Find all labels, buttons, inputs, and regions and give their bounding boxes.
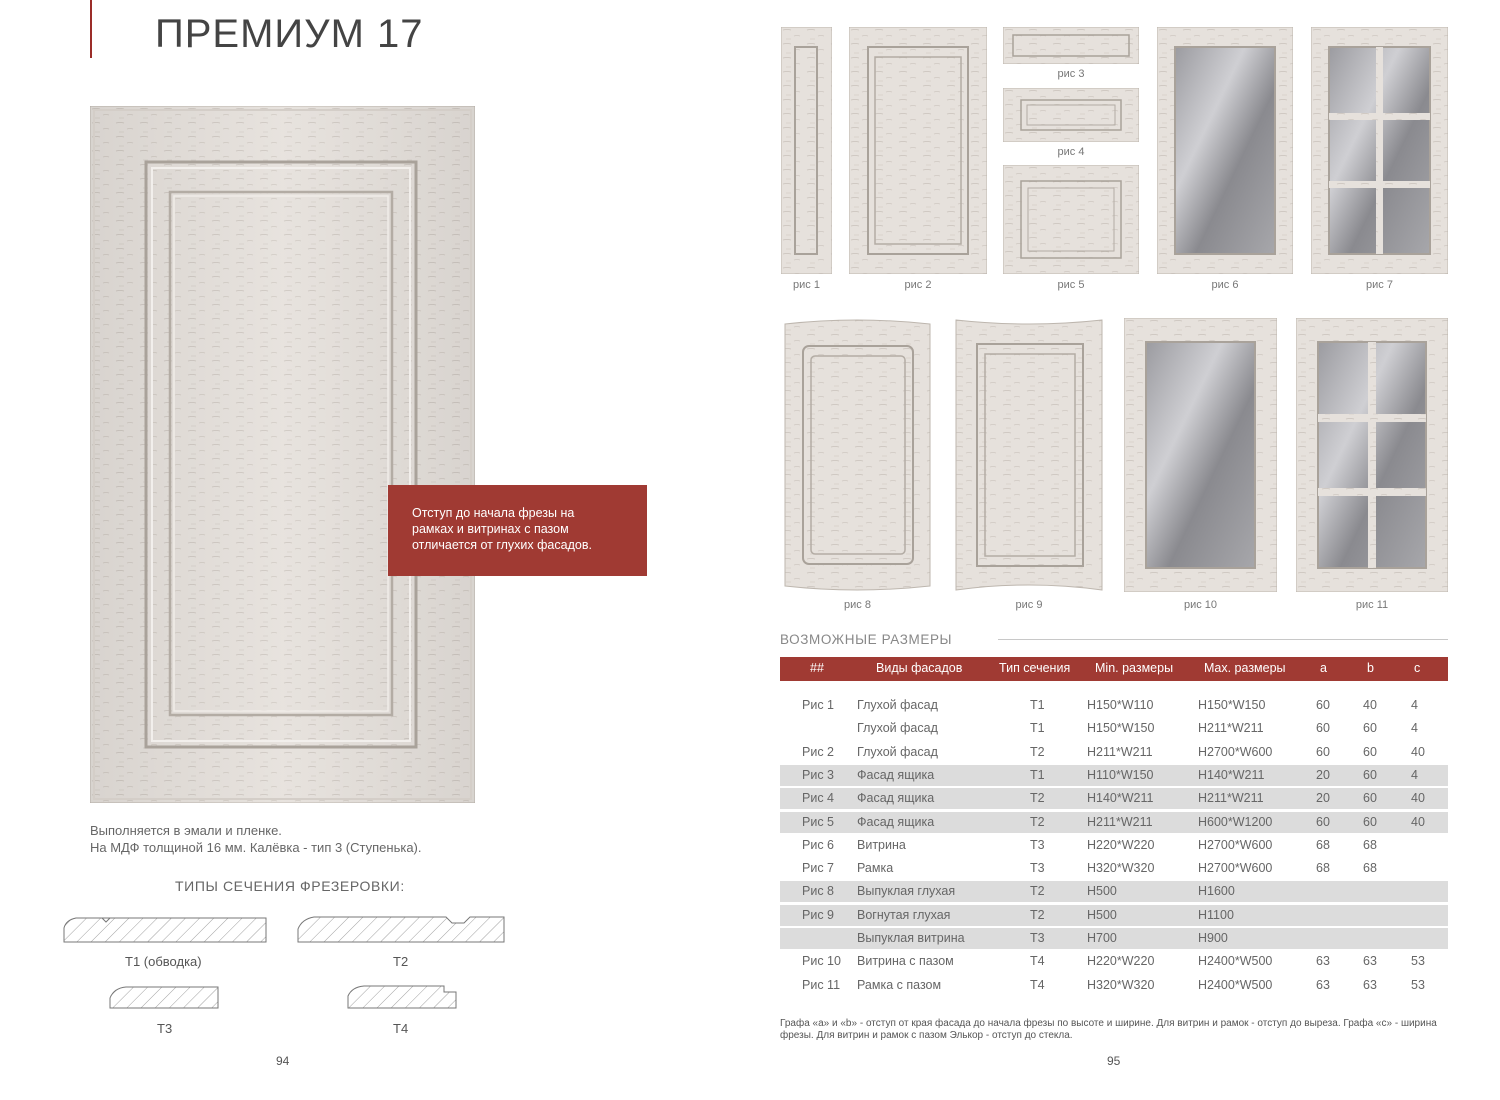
table-cell: Глухой фасад: [857, 744, 938, 759]
page-title: ПРЕМИУМ 17: [155, 12, 424, 56]
table-cell: T2: [1030, 907, 1045, 922]
sizes-title: ВОЗМОЖНЫЕ РАЗМЕРЫ: [780, 632, 953, 647]
table-row: [780, 788, 1448, 809]
figure-6-image: [1157, 27, 1293, 274]
table-cell: Рамка: [857, 861, 894, 876]
figure-8-image: [781, 318, 934, 592]
table-cell: Рис 5: [802, 814, 834, 829]
table-cell: H320*W320: [1087, 977, 1155, 992]
table-cell: T2: [1030, 744, 1045, 759]
table-cell: 20: [1316, 767, 1330, 782]
figure-5-image: [1003, 165, 1139, 274]
figure-caption: рис 4: [1057, 146, 1085, 158]
table-row: [780, 951, 1448, 972]
sizes-table: [780, 657, 1448, 992]
profile-t3-drawing: [108, 984, 220, 1010]
table-cell: Витрина с пазом: [857, 954, 954, 969]
header-cell: c: [1414, 661, 1421, 675]
table-cell: H220*W220: [1087, 954, 1155, 969]
table-cell: T3: [1030, 861, 1045, 876]
table-cell: Глухой фасад: [857, 698, 938, 712]
sizes-divider: [998, 639, 1448, 640]
header-cell: Тип сечения: [999, 661, 1071, 675]
figure-caption: рис 9: [1015, 599, 1043, 611]
table-cell: Выпуклая витрина: [857, 931, 965, 945]
table-cell: Рис 7: [802, 861, 834, 876]
table-cell: Рис 6: [802, 837, 834, 852]
figure-9-image: [953, 318, 1105, 592]
figure-caption: рис 1: [793, 279, 820, 291]
footnote: Графа «a» и «b» - отступ от края фасада до начала фрезы по высоте и ширине. Для витрин и рамок - отступ до выреза. Графа «c» - ширина фрезы. Для витрин и рамок с пазом Элькор - отступ до стекла.: [780, 1018, 1437, 1041]
header-cell: ##: [810, 661, 824, 675]
table-cell: H700: [1087, 931, 1117, 945]
table-cell: Вогнутая глухая: [857, 907, 951, 922]
figure-2-image: [849, 27, 987, 274]
table-cell: H2400*W500: [1198, 977, 1273, 992]
table-cell: 60: [1316, 814, 1330, 829]
table-row: [780, 928, 1448, 949]
table-cell: T1: [1030, 721, 1045, 736]
table-cell: Фасад ящика: [857, 791, 935, 806]
page-number-right: 95: [1107, 1054, 1121, 1068]
figure-caption: рис 2: [904, 279, 932, 291]
profile-t1-drawing: [62, 914, 268, 944]
table-cell: H900: [1198, 931, 1228, 945]
table-cell: T3: [1030, 931, 1045, 945]
table-cell: H220*W220: [1087, 837, 1155, 852]
table-cell: H2700*W600: [1198, 861, 1273, 876]
table-cell: 68: [1316, 861, 1330, 876]
figure-1-image: [781, 27, 832, 274]
callout-line: рамках и витринах с пазом: [412, 522, 569, 536]
table-cell: H140*W211: [1087, 791, 1154, 806]
callout-line: Отступ до начала фрезы на: [412, 506, 575, 520]
table-row: [780, 765, 1448, 786]
table-cell: 4: [1411, 698, 1418, 712]
table-cell: H211*W211: [1087, 814, 1153, 829]
table-cell: T4: [1030, 954, 1045, 969]
table-cell: 53: [1411, 977, 1425, 992]
table-cell: H320*W320: [1087, 861, 1155, 876]
figure-7-image: [1311, 27, 1448, 274]
table-cell: 63: [1363, 954, 1377, 969]
table-row: [780, 905, 1448, 926]
accent-rule: [90, 0, 92, 58]
table-cell: 63: [1316, 954, 1330, 969]
profile-t4-label: T4: [393, 1021, 409, 1036]
table-cell: Рис 11: [802, 977, 841, 992]
table-cell: H211*W211: [1198, 791, 1264, 806]
figure-caption: рис 11: [1355, 599, 1389, 611]
figure-caption: рис 10: [1183, 599, 1218, 611]
table-row: [780, 835, 1448, 856]
figure-10-image: [1124, 318, 1277, 592]
table-row: [780, 975, 1448, 996]
table-cell: T2: [1030, 814, 1045, 829]
callout-line: отличается от глухих фасадов.: [412, 538, 592, 552]
table-cell: Рамка с пазом: [857, 977, 942, 992]
table-cell: H2400*W500: [1198, 954, 1273, 969]
table-cell: Рис 9: [802, 907, 834, 922]
table-cell: 40: [1363, 698, 1377, 712]
profile-t3-label: T3: [157, 1021, 173, 1036]
profile-t1-label: T1 (обводка): [125, 954, 202, 969]
table-cell: 40: [1411, 791, 1425, 806]
table-cell: T1: [1030, 698, 1045, 712]
table-cell: H2700*W600: [1198, 744, 1273, 759]
figure-caption: рис 6: [1211, 279, 1239, 291]
table-cell: 60: [1363, 767, 1377, 782]
figure-caption: рис 8: [844, 599, 871, 611]
table-cell: 68: [1316, 837, 1330, 852]
table-cell: 63: [1316, 977, 1330, 992]
table-cell: 4: [1411, 767, 1418, 782]
table-cell: T2: [1030, 791, 1045, 806]
table-cell: Рис 8: [802, 884, 834, 899]
header-cell: a: [1320, 661, 1327, 675]
table-cell: Рис 3: [802, 767, 834, 782]
table-cell: T3: [1030, 837, 1045, 852]
table-cell: 60: [1363, 721, 1377, 736]
table-cell: 68: [1363, 861, 1377, 876]
profile-t2-label: T2: [393, 954, 409, 969]
table-cell: 60: [1363, 744, 1377, 759]
figure-11-image: [1296, 318, 1448, 592]
table-header: [780, 657, 1448, 681]
table-cell: H150*W150: [1198, 698, 1266, 712]
figure-4-image: [1003, 88, 1139, 142]
table-cell: 60: [1316, 744, 1330, 759]
description-line: Выполняется в эмали и пленке.: [90, 823, 282, 838]
figure-caption: рис 7: [1366, 279, 1393, 291]
profiles-title: ТИПЫ СЕЧЕНИЯ ФРЕЗЕРОВКИ:: [175, 878, 405, 894]
table-cell: 40: [1411, 744, 1425, 759]
table-row: [780, 718, 1448, 739]
table-cell: Рис 4: [802, 791, 834, 806]
description: [90, 822, 490, 856]
table-cell: Фасад ящика: [857, 814, 935, 829]
figure-caption: рис 5: [1057, 279, 1085, 291]
header-cell: Max. размеры: [1204, 661, 1286, 675]
table-cell: 40: [1411, 814, 1425, 829]
page-number-left: 94: [276, 1054, 290, 1068]
table-row: [780, 858, 1448, 879]
table-cell: 60: [1363, 791, 1377, 806]
table-cell: Фасад ящика: [857, 767, 935, 782]
table-cell: 63: [1363, 977, 1377, 992]
table-cell: H1100: [1198, 907, 1234, 922]
table-cell: H140*W211: [1198, 767, 1265, 782]
table-cell: 53: [1411, 954, 1425, 969]
header-cell: Виды фасадов: [876, 661, 963, 675]
table-cell: 60: [1316, 721, 1330, 736]
table-row: [780, 881, 1448, 902]
table-cell: 60: [1316, 698, 1330, 712]
table-cell: H110*W150: [1087, 767, 1154, 782]
main-door-image: [90, 106, 475, 803]
table-cell: H211*W211: [1198, 721, 1264, 736]
callout-box: [388, 485, 647, 576]
table-cell: H1600: [1198, 884, 1235, 899]
profile-t4-drawing: [346, 982, 458, 1010]
table-cell: Рис 2: [802, 744, 834, 759]
header-cell: b: [1367, 661, 1374, 675]
table-cell: Витрина: [857, 837, 906, 852]
table-row: [780, 812, 1448, 833]
table-cell: H150*W150: [1087, 721, 1155, 736]
table-cell: H500: [1087, 907, 1117, 922]
table-cell: H500: [1087, 884, 1117, 899]
table-cell: Выпуклая глухая: [857, 884, 956, 899]
table-cell: Рис 10: [802, 954, 841, 969]
figure-3-image: [1003, 27, 1139, 64]
table-cell: H600*W1200: [1198, 814, 1273, 829]
table-cell: H150*W110: [1087, 698, 1154, 712]
table-row: [780, 695, 1448, 716]
header-cell: Min. размеры: [1095, 661, 1174, 675]
profile-t2-drawing: [296, 913, 506, 944]
table-cell: T2: [1030, 884, 1045, 899]
table-cell: T1: [1030, 767, 1045, 782]
table-cell: Глухой фасад: [857, 721, 938, 736]
description-line: На МДФ толщиной 16 мм. Калёвка - тип 3 (Ступенька).: [90, 840, 422, 855]
table-cell: H2700*W600: [1198, 837, 1273, 852]
table-cell: H211*W211: [1087, 744, 1153, 759]
table-cell: Рис 1: [802, 698, 834, 712]
table-cell: 68: [1363, 837, 1377, 852]
table-row: [780, 742, 1448, 763]
table-cell: 20: [1316, 791, 1330, 806]
figure-caption: рис 3: [1057, 68, 1085, 80]
table-cell: 4: [1411, 721, 1418, 736]
table-cell: 60: [1363, 814, 1377, 829]
table-cell: T4: [1030, 977, 1045, 992]
